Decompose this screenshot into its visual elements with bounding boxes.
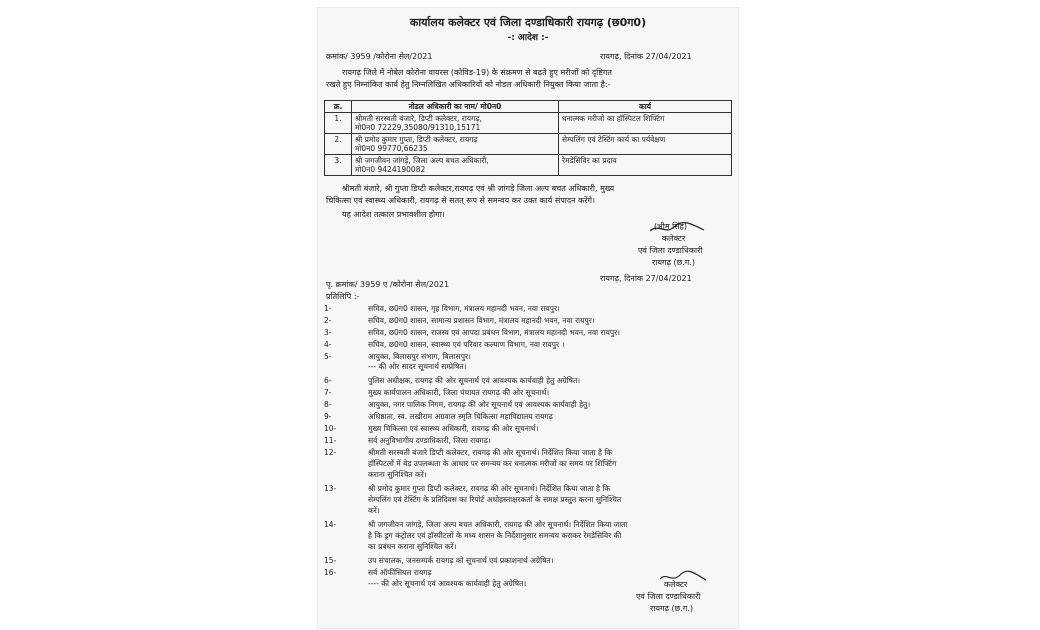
endorsement-date: रायगढ़, दिनांक 27/04/2021 <box>600 274 692 283</box>
officer-name: श्री जगजीवन जांगड़े, जिला अल्प बचत अधिकारी, <box>355 156 489 165</box>
office-title: कार्यालय कलेक्टर एवं जिला दण्डाधिकारी रायगढ़ (छ0ग0) <box>409 16 647 29</box>
order-number: क्रमांक/ 3959 /कोरोना सेल/2021 <box>326 52 433 61</box>
signatory-name: (भीम सिंह) <box>654 222 687 231</box>
intro-line-2: रखते हुए निम्नांकित कार्य हेतु निम्नलिखित अधिकारियों को नोडल अधिकारी नियुक्त किया जाता है:- <box>326 80 611 89</box>
row-serial: 2. <box>325 134 352 155</box>
endorsement-number: पृ. क्रमांक/ 3959 ए /कोरोना सेल/2021 <box>326 280 450 289</box>
row-work: सेम्पलिंग एवं टेस्टिंग कार्य का पर्यवेक्षण <box>559 134 732 155</box>
officer-phone: मो0न0 9424190082 <box>355 165 426 174</box>
header-officer: नोडल अधिकारी का नाम/ मो0न0 <box>352 101 559 113</box>
table-row <box>325 113 732 134</box>
signatory-designation: कलेक्टर <box>662 234 686 243</box>
row-officer <box>352 155 559 176</box>
copy-to-label: प्रतिलिपि :- <box>326 292 360 301</box>
row-officer <box>352 134 559 155</box>
row-serial: 1. <box>325 113 352 134</box>
nodal-officer-table <box>324 100 732 176</box>
para-line-1: श्रीमती बंजारे, श्री गुप्ता डिप्टी कलेक्टर,रायगढ़ एवं श्री जांगड़े जिला अल्प बचत अधिकारी, मुख्य <box>342 184 615 193</box>
officer-phone: मो0न0 72229,35080/91310,15171 <box>355 123 481 132</box>
intro-line-1: रायगढ़ जिले में नोबेल कोरोना वायरस (कोविड-19) के संक्रमण से बढ़ते हुए मरीजों को दृष्टिगत <box>342 68 612 77</box>
officer-name: श्री प्रमोद कुमार गुप्ता, डिप्टी कलेक्टर, रायगढ़ <box>355 135 478 144</box>
signatory-office: एवं जिला दण्डाधिकारी <box>636 592 701 601</box>
signatory-office: एवं जिला दण्डाधिकारी <box>638 246 703 255</box>
row-work: धनात्मक मरीजो का हॉस्पिटल शिफ्टिंग <box>559 113 732 134</box>
signatory-place: रायगढ़ (छ.ग.) <box>650 604 693 613</box>
para-line-2: चिकित्सा एवं स्वास्थ्य अधिकारी, रायगढ़ से सतत् रूप से समन्वय कर उक्त कार्य संपादन करेंगे। <box>326 196 596 205</box>
officer-name: श्रीमती सरस्वती बंजारे, डिप्टी कलेक्टर, रायगढ़, <box>355 114 482 123</box>
order-date: रायगढ़, दिनांक 27/04/2021 <box>600 52 692 61</box>
row-work: रेमडेसिविर का प्रदाय <box>559 155 732 176</box>
order-heading: -: आदेश :- <box>507 33 549 43</box>
table-row <box>325 134 732 155</box>
table-header-row <box>325 101 732 113</box>
row-serial: 3. <box>325 155 352 176</box>
header-serial: क्र. <box>325 101 352 113</box>
signatory-designation: कलेक्टर <box>664 580 688 589</box>
signatory-place: रायगढ़ (छ.ग.) <box>652 258 695 267</box>
header-work: कार्य <box>559 101 732 113</box>
table-row <box>325 155 732 176</box>
para-line-3: यह आदेश तत्काल प्रभावशील होगा। <box>342 210 445 219</box>
officer-phone: मो0न0 99770,66235 <box>355 144 428 153</box>
document-page: कार्यालय कलेक्टर एवं जिला दण्डाधिकारी रायगढ़ (छ0ग0) -: आदेश :- क्रमांक/ 3959 /कोरोना सेल/2021 रायगढ़, दिनांक 27/04/2021 रायगढ़ जिले में नोबेल कोरोना वायरस (कोविड-19) के संक्रमण से बढ़ते हुए मरीजों को दृष्टिगत रखते हुए निम्नांकित कार्य हेतु निम्नलिखित अधिकारियों को नोडल अधिकारी नियुक्त किया जाता है:- क्र. नोडल अधिकारी का नाम/ मो0न0 कार्य 1. श्रीमती सरस्वती बंजारे, डिप्टी कलेक्टर, रायगढ़, मो0न0 72229,35080/91310,15171 धनात्मक मरीजो का हॉस्पिटल शिफ्टिंग 2. श्री प्रमोद कुमार गुप्ता, डिप्टी कलेक्टर, रायगढ़ मो0न0 99770,66235 सेम्पलिंग एवं टेस्टिंग कार्य का पर्यवेक्षण 3. श्री जगजीवन जांगड़े, जिला अल्प बचत अधिकारी, मो0न0 9424190082 रेमडेसिविर का प्रदाय श्रीमती बंजारे, श्री गुप्ता डिप्टी कलेक्टर,रायगढ़ एवं श्री जांगड़े जिला अल्प बचत अधिकारी, मुख्य चिकित्सा एवं स्वास्थ्य अधिकारी, रायगढ़ से सतत् रूप से समन्वय कर उक्त कार्य संपादन करेंगे। यह आदेश तत्काल प्रभावशील होगा। (भीम सिंह) कलेक्टर एवं जिला दण्डाधिकारी रायगढ़ (छ.ग.) पृ. क्रमांक/ 3959 ए /कोरोना सेल/2021 रायगढ़, दिनांक 27/04/2021 प्रतिलिपि :- 1- सचिव, छ0ग0 शासन, गृह विभाग, मंत्रालय महानदी भवन, नवा रायपुर। 2- सचिव, छ0ग0 शासन, सामान्य प्रशासन विभाग, मंत्रालय महानदी भवन, नवा रायपुर। 3- सचिव, छ0ग0 शासन, राजस्व एवं आपदा प्रबंधन विभाग, मंत्रालय महानदी भवन, नवा रायपुर। 4- सचिव, छ0ग0 शासन, स्वास्थ्य एवं परिवार कल्याण विभाग, नवा रायपुर । 5- आयुक्त, बिलासपुर संभाग, बिलासपुर। --- की ओर सादर सूचनार्थ सम्प्रेषित। 6- पुलिस अधीक्षक, रायगढ़ की ओर सूचनार्थ एवं आवश्यक कार्यवाही हेतु अग्रेषित। 7- मुख्य कार्यपालन अधिकारी, जिला पंचायत रायगढ़ की ओर सूचनार्थ। 8- आयुक्त, नगर पालिक निगम, रायगढ़ की ओर सूचनार्थ एवं आवश्यक कार्यवाही हेतु। 9- अधिष्ठाता, स्व. लखीराम अग्रवाल स्मृति चिकित्सा महाविद्यालय रायगढ़ 10- मुख्य चिकित्सा एवं स्वास्थ्य अधिकारी, रायगढ़ की ओर सूचनार्थ। 11- सर्व अनुविभागीय दण्डाधिकारी, जिला रायगढ़। 12- श्रीमती सरस्वती बंजारे डिप्टी कलेक्टर, रायगढ़ की ओर सूचनार्थ। निर्देशित किया जाता है कि हॉस्पिटलों में बेड उपलब्धता के आधार पर समन्वय कर धनात्मक मरीजों का समय पर शिफ्टिंग कराना सुनिश्चित करें। 13- श्री प्रमोद कुमार गुप्ता डिप्टी कलेक्टर, रायगढ़ की ओर सूचनार्थ। निर्देशित किया जाता है कि सेम्पलिंग एवं टेस्टिंग के प्रतिदिवस का रिपोर्ट अधोहस्ताक्षरकर्ता के समक्ष प्रस्तुत करना सुनिश्चित करें। 14- श्री जगजीवन जांगड़े, जिला अल्प बचत अधिकारी, रायगढ़ की ओर सूचनार्थ। निर्देशित किया जाता है कि ड्रग कंट्रोलर एवं हॉस्पीटलों के मध्य शासन के निर्देशानुसार समन्वय कराकर रेमडेसिविर की का प्रबंधन कराना सुनिश्चित करें। 15- उप संचालक, जनसम्पर्क रायगढ़ को सूचनार्थ एवं प्रकाशनार्थ अग्रेषित। 16- सर्व ऑफीसियल रायगढ़ ---- की ओर सूचनार्थ एवं आवश्यक कार्यवाही हेतु अग्रेषित। कलेक्टर एवं जिला दण्डाधिकारी रायगढ़ (छ.ग.) <box>318 8 738 628</box>
row-officer <box>352 113 559 134</box>
